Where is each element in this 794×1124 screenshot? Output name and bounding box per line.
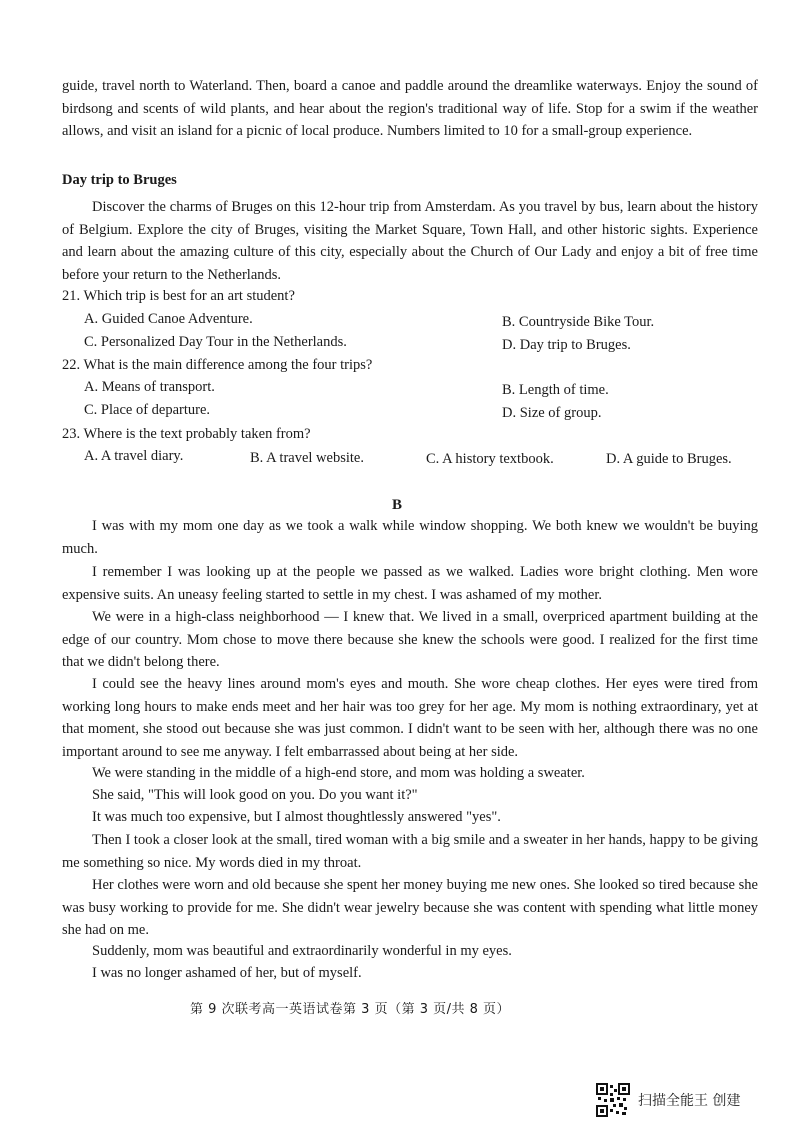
- q21-option-b: B. Countryside Bike Tour.: [502, 314, 655, 330]
- q22-option-b: B. Length of time.: [502, 382, 609, 398]
- q23-option-d: D. A guide to Bruges.: [606, 451, 732, 467]
- canoe-tour-paragraph: guide, travel north to Waterland. Then, board a canoe and paddle around the dreamlike waterways. Enjoy the sound of birdsong and scents of wild plants, and hear about the region's traditional way of life. Stop for a swim if the weather allows, and visit an island for a picnic of local produce. Numbers limited to 10 for a small-group experience.: [62, 78, 758, 140]
- passage-b-paragraph-10: Suddenly, mom was beautiful and extraordinarily wonderful in my eyes.: [92, 943, 512, 959]
- passage-b-paragraph-4: I could see the heavy lines around mom's eyes and mouth. She wore cheap clothes. Her eyes were tired from working long hours to make ends meet and her hair was too grey for her age. My mom is nothing extraordinary, yet at that moment, she stood out because she was just common. I didn't want to be seen with her, although there was no one important around to see me anyway. I felt embarrassed about being at her side.: [62, 676, 758, 760]
- q22-option-d: D. Size of group.: [502, 405, 602, 421]
- section-b-label: B: [391, 497, 402, 513]
- question-21-stem: 21. Which trip is best for an art student?: [62, 288, 295, 304]
- passage-b-paragraph-1: I was with my mom one day as we took a walk while window shopping. We both knew we wouldn't be buying much.: [62, 518, 758, 557]
- bruges-heading: Day trip to Bruges: [62, 172, 177, 188]
- passage-b-paragraph-3: We were in a high-class neighborhood — I knew that. We lived in a small, overpriced apartment building at the edge of our country. Mom chose to move there because she knew the schools were good. I realized for the first time that we didn't belong there.: [62, 609, 758, 671]
- question-22-stem: 22. What is the main difference among the four trips?: [62, 357, 373, 373]
- q22-option-a: A. Means of transport.: [84, 379, 215, 395]
- q21-option-c: C. Personalized Day Tour in the Netherlands.: [84, 334, 347, 350]
- passage-b-paragraph-8: Then I took a closer look at the small, tired woman with a big smile and a sweater in her hands, happy to be giving me something so nice. My words died in my throat.: [62, 832, 758, 871]
- bruges-paragraph: Discover the charms of Bruges on this 12-hour trip from Amsterdam. As you travel by bus, learn about the history of Belgium. Explore the city of Bruges, visiting the Market Square, Town Hall, and other historic sights. Experience and learn about the amazing culture of this city, especially about the Church of Our Lady and enjoy a bit of free time before your return to the Netherlands.: [62, 199, 758, 283]
- q21-option-d: D. Day trip to Bruges.: [502, 337, 631, 353]
- passage-b-paragraph-5: We were standing in the middle of a high-end store, and mom was holding a sweater.: [92, 765, 585, 781]
- passage-b-paragraph-9: Her clothes were worn and old because she spent her money buying me new ones. She looked so tired because she was busy working to provide for me. She didn't wear jewelry because she was content with spending what little money she had on me.: [62, 877, 758, 939]
- q22-option-c: C. Place of departure.: [84, 402, 211, 418]
- scanner-watermark-text: 扫描全能王 创建: [638, 1093, 741, 1109]
- page-footer: 第 9 次联考高一英语试卷第 3 页（第 3 页/共 8 页）: [190, 1002, 511, 1017]
- q23-option-b: B. A travel website.: [250, 450, 364, 466]
- passage-b-paragraph-6: She said, "This will look good on you. Do you want it?": [92, 787, 418, 803]
- qr-code-icon: [596, 1083, 630, 1117]
- question-23-stem: 23. Where is the text probably taken from?: [62, 426, 311, 442]
- passage-b-paragraph-11: I was no longer ashamed of her, but of myself.: [92, 965, 362, 981]
- scanner-watermark: [596, 1083, 740, 1117]
- passage-b-paragraph-2: I remember I was looking up at the people we passed as we walked. Ladies wore bright clothing. Men wore expensive suits. An uneasy feeling started to settle in my chest. I was ashamed of my mother.: [62, 564, 758, 603]
- q23-option-a: A. A travel diary.: [84, 448, 184, 464]
- passage-b-paragraph-7: It was much too expensive, but I almost thoughtlessly answered "yes".: [92, 809, 501, 825]
- q23-option-c: C. A history textbook.: [426, 451, 554, 467]
- q21-option-a: A. Guided Canoe Adventure.: [84, 311, 253, 327]
